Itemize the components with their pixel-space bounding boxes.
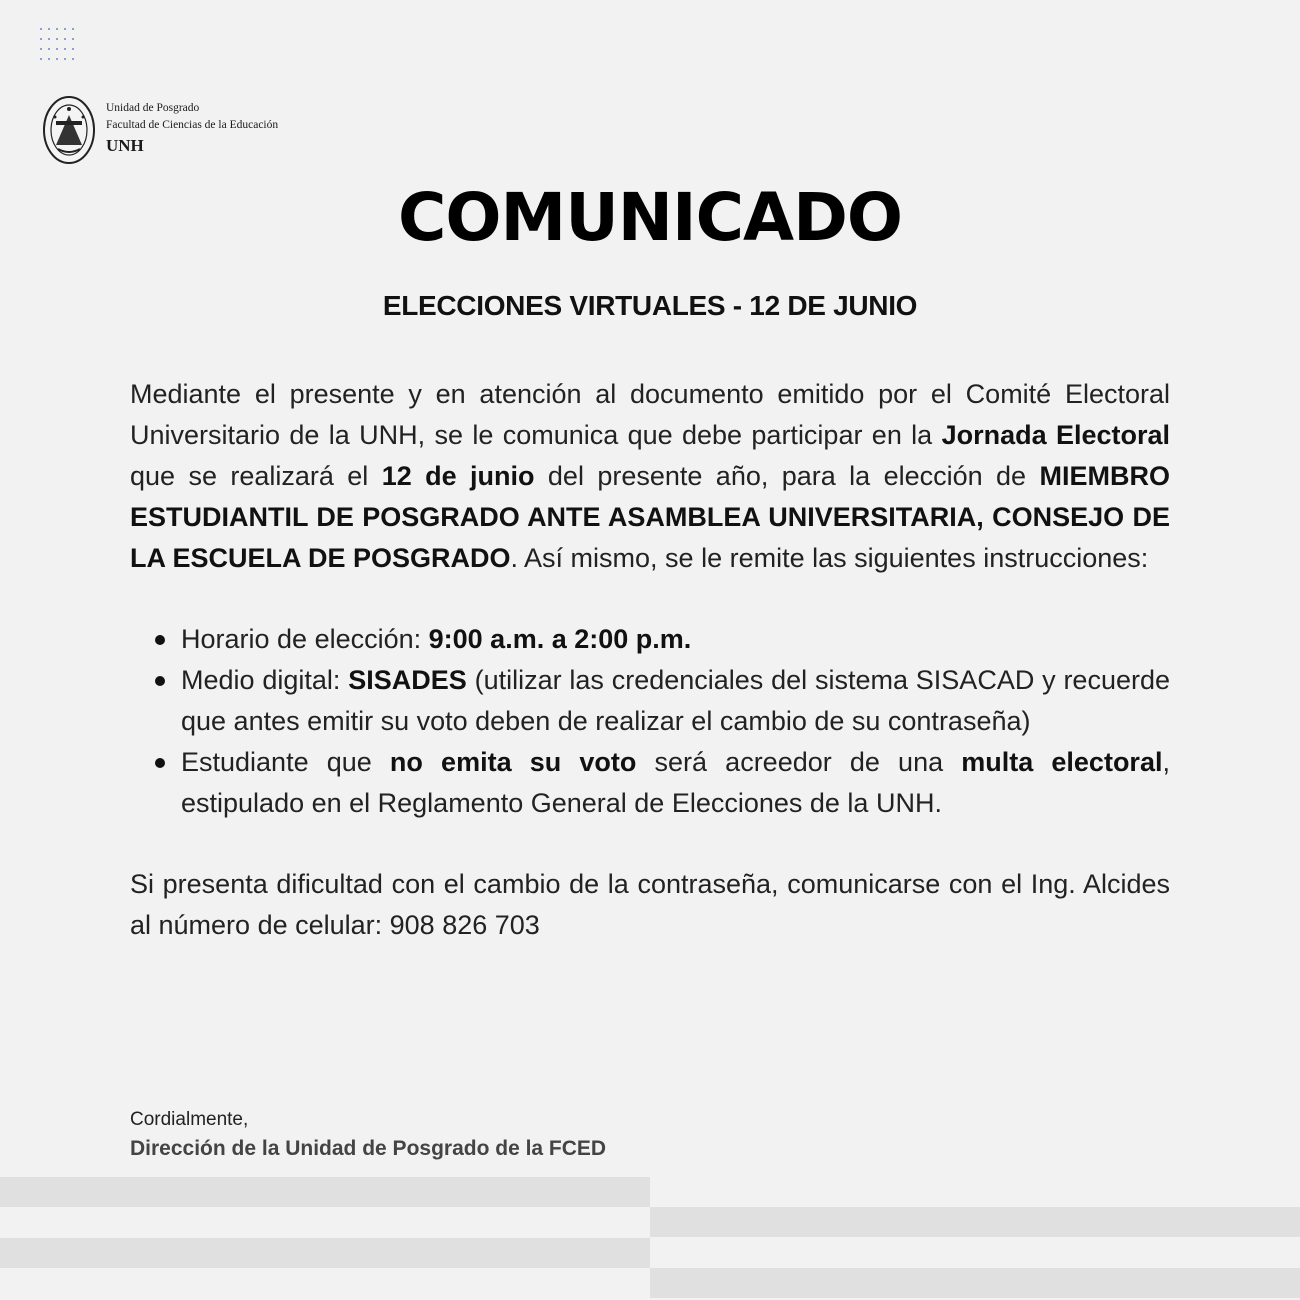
logo-line-unit: Unidad de Posgrado: [106, 102, 200, 114]
intro-bold-positions: MIEMBRO ESTUDIANTIL DE POSGRADO ANTE ASAMBLEA UNIVERSITARIA, CONSEJO DE LA ESCUELA DE POSGRADO: [130, 461, 1170, 573]
intro-bold-jornada: Jornada Electoral: [941, 420, 1170, 450]
bullet-bold: SISADES: [348, 665, 467, 695]
closing-block: [130, 1106, 606, 1164]
institution-logo: [42, 95, 278, 165]
bullet-text: Estudiante que: [181, 747, 390, 777]
instructions-list: [130, 619, 1170, 824]
intro-text: . Así mismo, se le remite las siguientes instrucciones:: [510, 543, 1149, 573]
page-title: COMUNICADO: [397, 179, 902, 256]
bullet-text: será acreedor de una: [636, 747, 962, 777]
intro-text: que se realizará el: [130, 461, 382, 491]
logo-line-faculty: Facultad de Ciencias de la Educación: [106, 119, 279, 131]
notice-body: [130, 374, 1170, 946]
university-seal-icon: [42, 95, 96, 165]
intro-text: Mediante el presente y en atención al documento emitido por el Comité Electoral Universitario de la UNH, se le comunica que debe participar en la: [130, 379, 1170, 450]
intro-text: del presente año, para la elección de: [534, 461, 1040, 491]
footer-stripe: [0, 1177, 650, 1207]
footer-stripe: [650, 1207, 1300, 1237]
page-subtitle: ELECCIONES VIRTUALES - 12 DE JUNIO: [382, 290, 918, 321]
list-item-fine: [130, 742, 1170, 824]
bullet-bold: no emita su voto: [389, 747, 637, 777]
bullet-text: Medio digital:: [181, 665, 349, 695]
closing-greeting: Cordialmente,: [130, 1109, 249, 1130]
contact-paragraph: Si presenta dificultad con el cambio de la contraseña, comunicarse con el Ing. Alcides al número de celular: 908 826 703: [130, 869, 1170, 940]
intro-bold-date: 12 de junio: [381, 461, 535, 491]
footer-stripe: [0, 1238, 650, 1268]
bullet-bold: multa electoral: [961, 747, 1163, 777]
bullet-text: (utilizar las credenciales del sistema SISACAD y recuerde que antes emitir su voto deben de realizar el cambio de su contraseña): [181, 665, 1171, 736]
logo-line-university: UNH: [106, 136, 144, 155]
list-item-digital-medium: [130, 660, 1170, 742]
closing-signature: Dirección de la Unidad de Posgrado de la FCED: [130, 1137, 607, 1160]
bullet-bold: 9:00 a.m. a 2:00 p.m.: [428, 624, 692, 654]
footer-stripe: [650, 1268, 1300, 1298]
list-item-schedule: [130, 619, 1170, 660]
dot-grid-decoration: [40, 28, 80, 72]
intro-paragraph: [130, 374, 1170, 579]
bullet-text: Horario de elección:: [181, 624, 429, 654]
bullet-text: , estipulado en el Reglamento General de Elecciones de la UNH.: [181, 747, 1170, 818]
